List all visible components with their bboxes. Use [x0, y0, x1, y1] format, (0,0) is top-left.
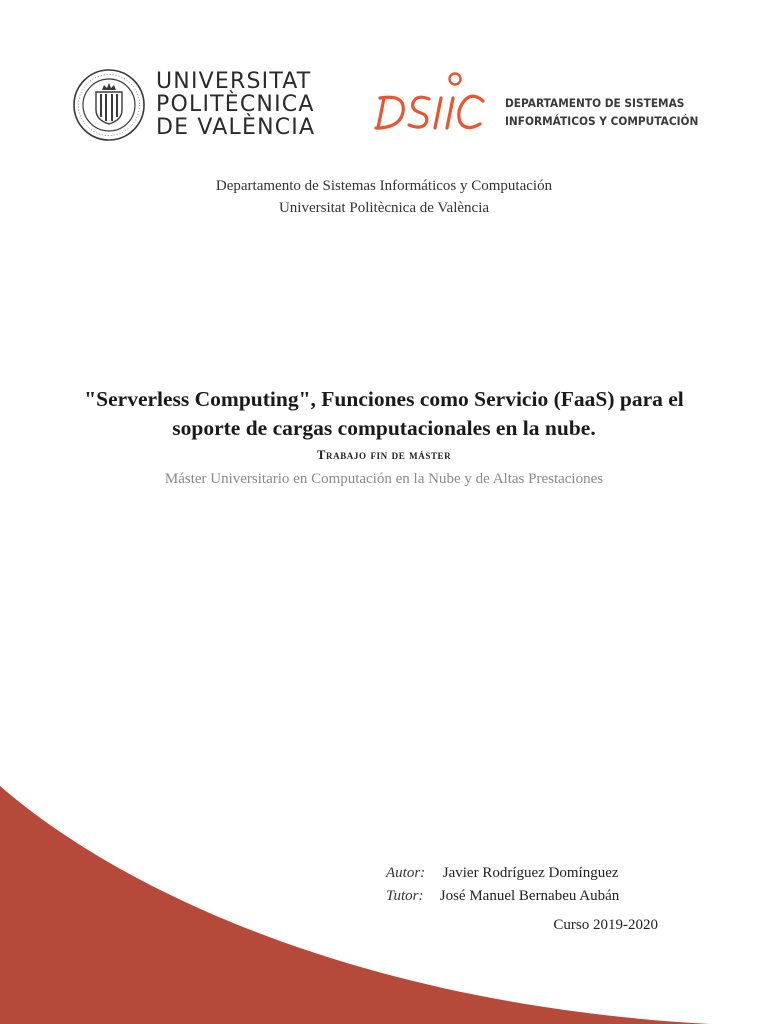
upv-line-3: DE VALÈNCIA [156, 115, 316, 140]
university-name: Universitat Politècnica de València [278, 200, 490, 216]
tutor-label: Tutor: [386, 888, 424, 904]
institution-block [0, 175, 768, 219]
tutor-row [386, 885, 686, 908]
dsic-wordmark-icon [372, 70, 490, 136]
department-name: Departamento de Sistemas Informáticos y Computación [215, 178, 553, 194]
dsic-line-2: INFORMÁTICOS Y COMPUTACIÓN [505, 114, 699, 128]
course-year: Curso 2019-2020 [553, 917, 658, 933]
tutor-name: José Manuel Bernabeu Aubán [439, 888, 620, 904]
upv-seal-icon [72, 68, 146, 142]
thesis-title: "Serverless Computing", Funciones como Servicio (FaaS) para el soporte de cargas computacionales en la nube. [84, 387, 684, 440]
author-name: Javier Rodríguez Domínguez [442, 865, 619, 881]
upv-line-2: POLITÈCNICA [156, 92, 315, 117]
degree-program: Máster Universitario en Computación en la Nube y de Altas Prestaciones [164, 471, 604, 487]
dsic-line-1: DEPARTAMENTO DE SISTEMAS [505, 96, 685, 110]
upv-wordmark [156, 70, 316, 139]
author-label: Autor: [386, 865, 426, 881]
title-block [84, 385, 684, 488]
document-type: Trabajo fin de máster [316, 447, 452, 462]
author-row [386, 862, 686, 885]
upv-logo [72, 68, 316, 140]
author-block [386, 862, 686, 908]
dsic-logo [372, 70, 699, 136]
dsic-department-name [505, 94, 715, 130]
upv-line-1: UNIVERSITAT [156, 69, 312, 94]
